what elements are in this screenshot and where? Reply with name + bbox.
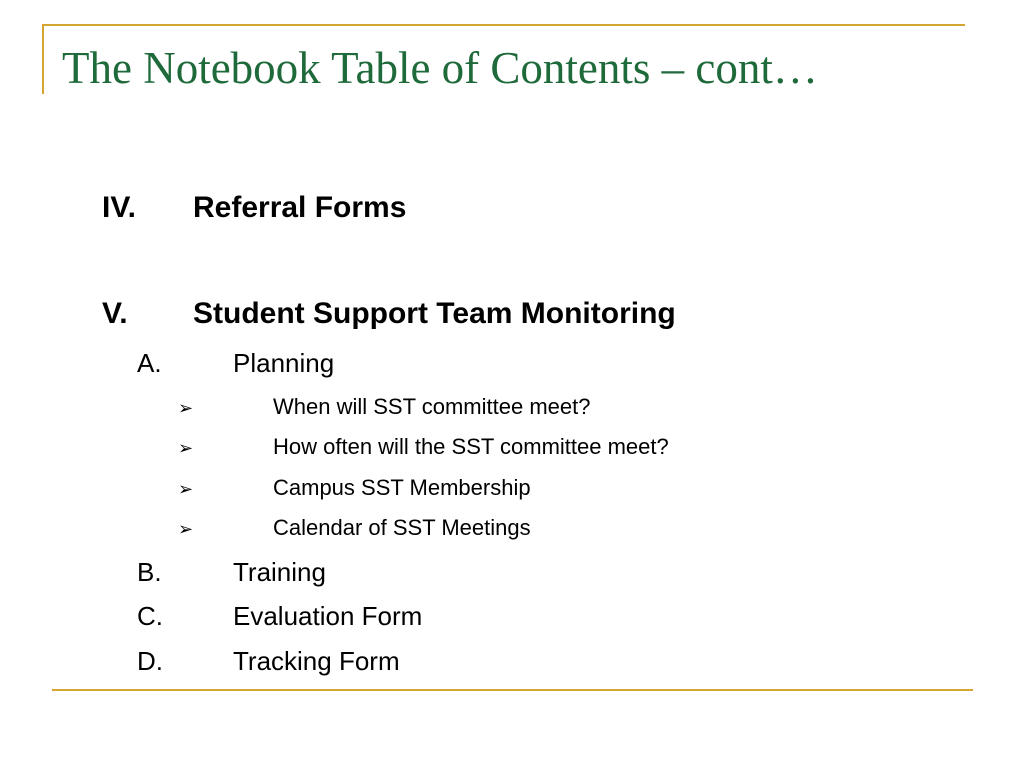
bullet-label: Calendar of SST Meetings: [273, 515, 531, 540]
arrow-bullet-icon: ➢: [178, 438, 194, 459]
subitem-marker: B.: [137, 557, 162, 587]
top-accent-line: [42, 24, 965, 26]
subitem-label: Tracking Form: [233, 646, 400, 676]
subitem-marker: D.: [137, 646, 163, 676]
bullet-label: Campus SST Membership: [273, 475, 531, 500]
bullet-label: How often will the SST committee meet?: [273, 434, 669, 459]
section-marker: IV.: [102, 191, 136, 224]
bottom-accent-line: [52, 689, 973, 691]
arrow-bullet-icon: ➢: [178, 398, 194, 419]
subitem-marker: C.: [137, 601, 163, 631]
subitem-marker: A.: [137, 348, 162, 378]
subitem-label: Planning: [233, 348, 335, 378]
arrow-bullet-icon: ➢: [178, 519, 194, 540]
section-marker: V.: [102, 297, 128, 330]
subitem-label: Evaluation Form: [233, 601, 423, 631]
arrow-bullet-icon: ➢: [178, 479, 194, 500]
section-label: Referral Forms: [193, 191, 407, 224]
subitem-label: Training: [233, 557, 326, 587]
left-accent-line: [42, 24, 44, 94]
slide-title: The Notebook Table of Contents – cont…: [62, 43, 818, 93]
bullet-label: When will SST committee meet?: [273, 394, 591, 419]
section-label: Student Support Team Monitoring: [193, 297, 676, 330]
